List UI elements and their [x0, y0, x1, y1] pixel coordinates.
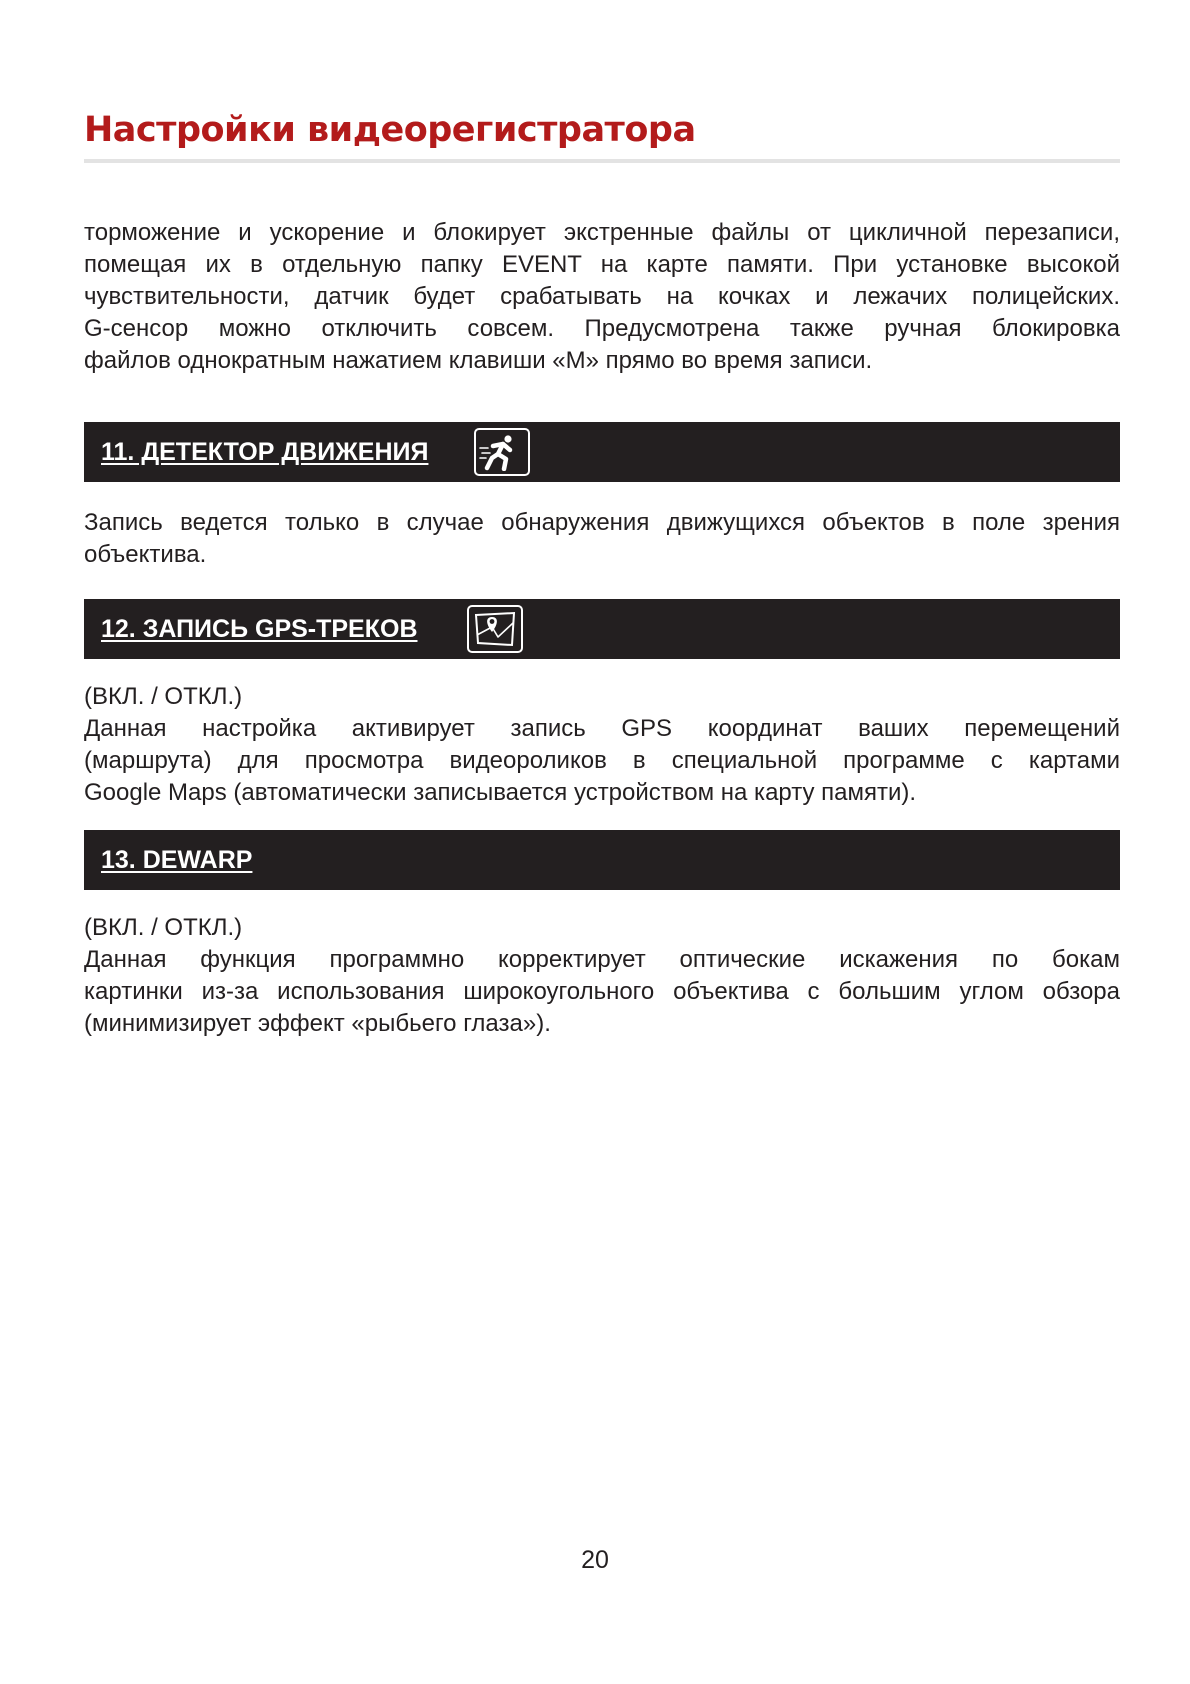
gps-track-icon [467, 605, 523, 653]
on-off-options: (ВКЛ. / ОТКЛ.) [84, 683, 243, 710]
gps-tracks-description [84, 681, 1120, 809]
page-number: 20 [581, 1546, 609, 1574]
text-line: Данная настройка активирует запись GPS координат ваших перемещений [84, 715, 1120, 742]
text-line: Google Maps (автоматически записывается устройством на карту памяти). [84, 779, 917, 806]
section-title: 11. ДЕТЕКТОР ДВИЖЕНИЯ [101, 438, 429, 466]
on-off-options: (ВКЛ. / ОТКЛ.) [84, 914, 243, 941]
text-line: файлов однократным нажатием клавиши «М» прямо во время записи. [84, 347, 873, 374]
text-line: G-сенсор можно отключить совсем. Предусмотрена также ручная блокировка [84, 315, 1120, 342]
motion-detector-description [84, 507, 1120, 571]
section-title: 12. ЗАПИСЬ GPS-ТРЕКОВ [101, 615, 418, 643]
dewarp-description [84, 912, 1120, 1040]
text-line: картинки из-за использования широкоугольного объектива с большим углом обзора [84, 978, 1120, 1005]
text-line: Запись ведется только в случае обнаружения движущихся объектов в поле зрения [84, 509, 1120, 536]
text-line: (минимизирует эффект «рыбьего глаза»). [84, 1010, 551, 1037]
section-header-dewarp [84, 830, 1120, 890]
section-header-motion-detector [84, 422, 1120, 482]
section-header-gps-tracks [84, 599, 1120, 659]
text-line: (маршрута) для просмотра видеороликов в специальной программе с картами [84, 747, 1120, 774]
text-line: помещая их в отдельную папку EVENT на карте памяти. При установке высокой [84, 251, 1120, 278]
page-title: Настройки видеорегистратора [84, 110, 696, 150]
text-line: торможение и ускорение и блокирует экстренные файлы от цикличной перезаписи, [84, 219, 1120, 246]
running-man-icon [474, 428, 530, 476]
section-title: 13. DEWARP [101, 846, 253, 874]
title-divider [84, 159, 1120, 163]
text-line: Данная функция программно корректирует оптические искажения по бокам [84, 946, 1120, 973]
text-line: чувствительности, датчик будет срабатывать на кочках и лежачих полицейских. [84, 283, 1120, 310]
intro-paragraph [84, 217, 1120, 377]
text-line: объектива. [84, 541, 207, 568]
